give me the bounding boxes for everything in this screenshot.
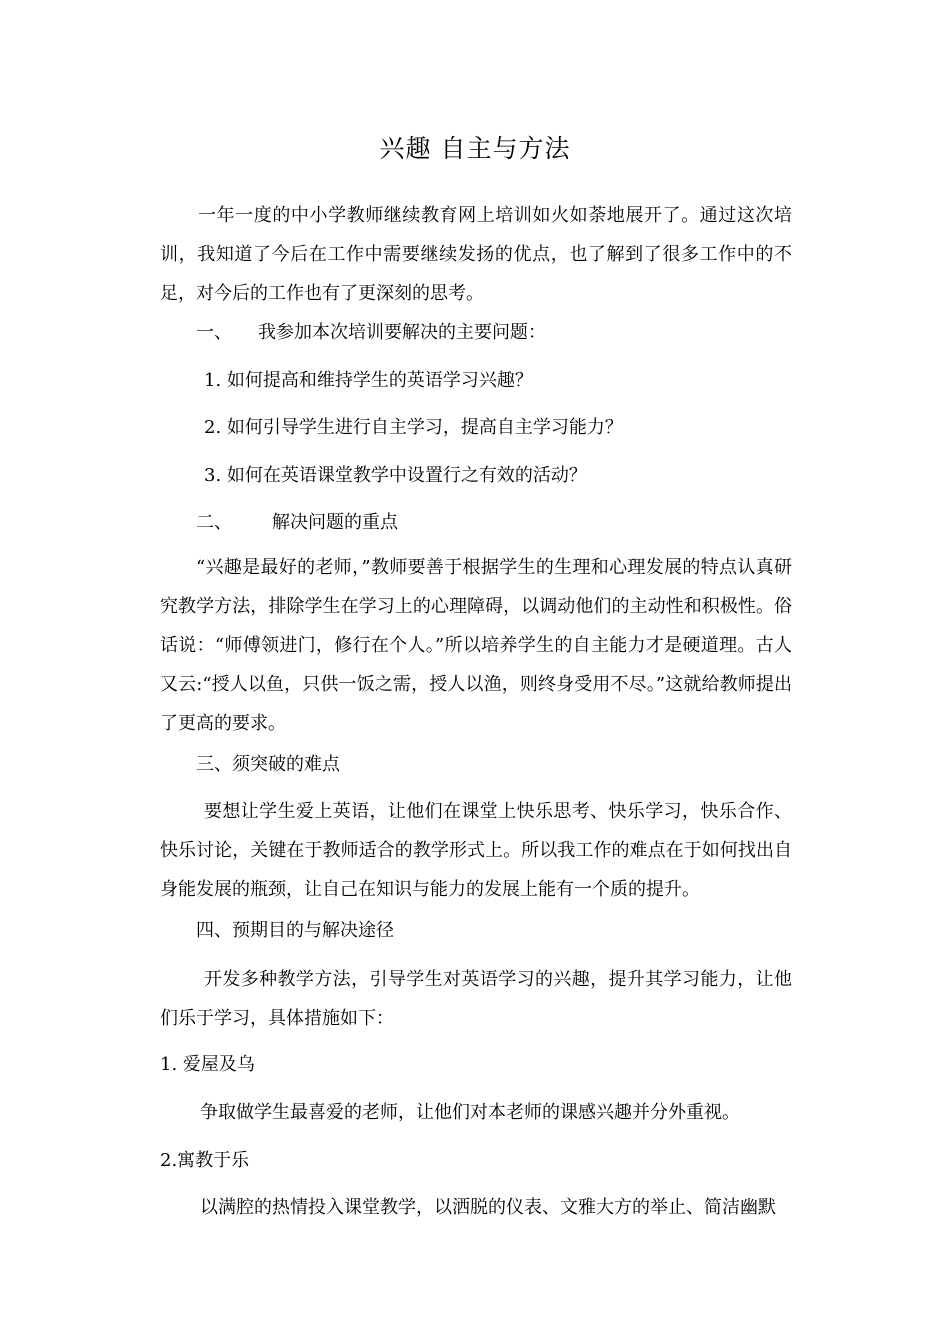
document-title: 兴趣 自主与方法 [379, 134, 571, 163]
goal-paragraph: 开发多种教学方法，引导学生对英语学习的兴趣，提升其学习能力，让他们乐于学习，具体措施如下： [160, 969, 792, 1029]
section-three-heading: 三、须突破的难点 [196, 754, 340, 775]
question-one: 1. 如何提高和维持学生的英语学习兴趣？ [204, 370, 533, 391]
focus-paragraph: “兴趣是最好的老师，”教师要善于根据学生的生理和心理发展的特点认真研究教学方法，排除学生在学习上的心理障碍，以调动他们的主动性和积极性。俗话说：“师傅领进门，修行在个人。”所以培养学生的自主能力才是硬道理。古人又云:“授人以鱼，只供一饭之需，授人以渔，则终身受用不尽。”这就给教师提出了更高的要求。 [160, 557, 792, 734]
measure-one-heading: 1. 爱屋及乌 [160, 1054, 255, 1075]
section-two-heading [196, 508, 398, 538]
section-two-number: 二、 [196, 512, 232, 533]
section-one-text: 我参加本次培训要解决的主要问题： [258, 322, 546, 343]
section-four-heading: 四、预期目的与解决途径 [196, 920, 394, 941]
intro-paragraph: 一年一度的中小学教师继续教育网上培训如火如荼地展开了。通过这次培训，我知道了今后在工作中需要继续发扬的优点，也了解到了很多工作中的不足，对今后的工作也有了更深刻的思考。 [160, 205, 792, 304]
section-one-heading [196, 318, 546, 348]
measure-two-heading: 2.寓教于乐 [160, 1150, 250, 1171]
measure-one-text: 争取做学生最喜爱的老师，让他们对本老师的课感兴趣并分外重视。 [200, 1102, 740, 1123]
difficulty-paragraph: 要想让学生爱上英语，让他们在课堂上快乐思考、快乐学习，快乐合作、快乐讨论，关键在于教师适合的教学形式上。所以我工作的难点在于如何找出自身能发展的瓶颈，让自己在知识与能力的发展上能有一个质的提升。 [160, 801, 792, 900]
measure-two-text: 以满腔的热情投入课堂教学，以洒脱的仪表、文雅大方的举止、简洁幽默 [200, 1197, 776, 1218]
section-one-number: 一、 [196, 322, 232, 343]
section-two-text: 解决问题的重点 [272, 512, 398, 533]
question-two: 2. 如何引导学生进行自主学习，提高自主学习能力？ [204, 417, 623, 438]
question-three: 3. 如何在英语课堂教学中设置行之有效的活动？ [204, 465, 587, 486]
